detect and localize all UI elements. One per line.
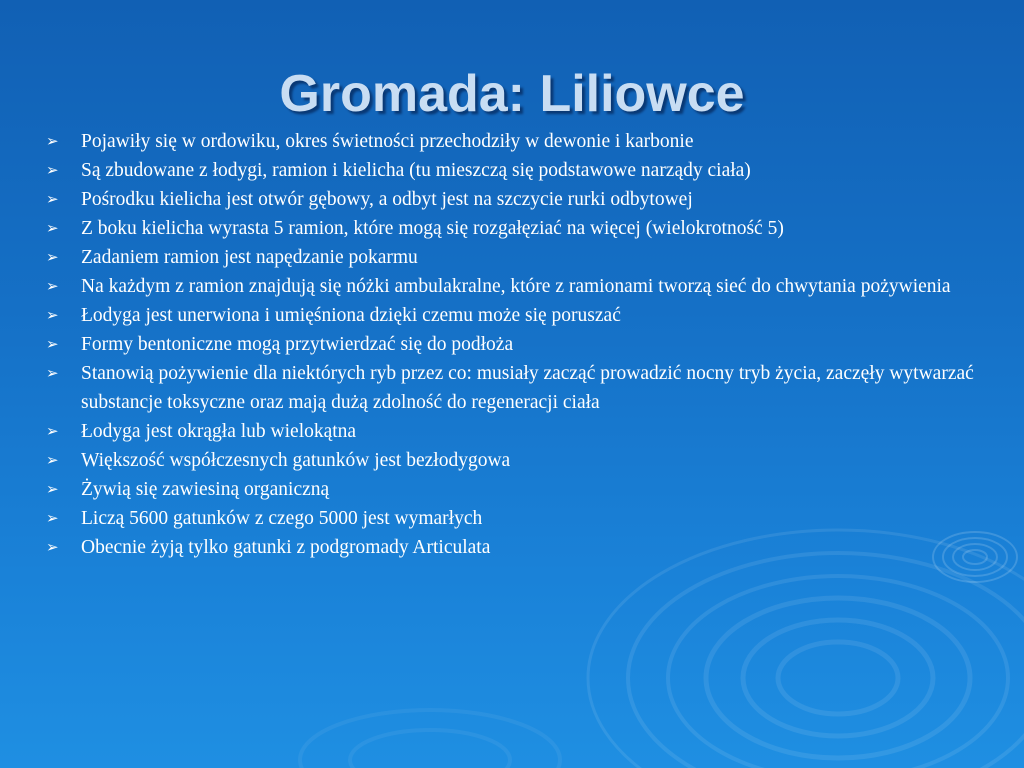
bullet-text: Zadaniem ramion jest napędzanie pokarmu <box>81 247 418 268</box>
list-item <box>46 127 986 156</box>
bullet-text: Na każdym z ramion znajdują się nóżki ambulakralne, które z ramionami tworzą sieć do chwytania pożywienia <box>81 276 951 297</box>
bullet-text: Obecnie żyją tylko gatunki z podgromady Articulata <box>81 537 491 558</box>
arrow-bullet-icon: ➢ <box>46 509 59 527</box>
bullet-text: Stanowią pożywienie dla niektórych ryb przez co: musiały zacząć prowadzić nocny tryb życia, zaczęły wytwarzać substancje toksyczne oraz mają dużą zdolność do regeneracji ciała <box>81 363 974 413</box>
list-item <box>46 504 986 533</box>
ripple-large <box>588 530 1024 768</box>
list-item <box>46 475 986 504</box>
list-item <box>46 243 986 272</box>
list-item <box>46 446 986 475</box>
list-item <box>46 185 986 214</box>
bullet-text: Łodyga jest unerwiona i umięśniona dzięki czemu może się poruszać <box>81 305 621 326</box>
bullet-list <box>46 127 986 562</box>
list-item <box>46 417 986 446</box>
arrow-bullet-icon: ➢ <box>46 364 59 382</box>
list-item <box>46 533 986 562</box>
bullet-text: Formy bentoniczne mogą przytwierdzać się do podłoża <box>81 334 514 355</box>
bullet-text: Z boku kielicha wyrasta 5 ramion, które mogą się rozgałęziać na więcej (wielokrotność 5) <box>81 218 784 239</box>
arrow-bullet-icon: ➢ <box>46 219 59 237</box>
arrow-bullet-icon: ➢ <box>46 538 59 556</box>
arrow-bullet-icon: ➢ <box>46 335 59 353</box>
arrow-bullet-icon: ➢ <box>46 422 59 440</box>
list-item <box>46 359 986 417</box>
bullet-text: Żywią się zawiesiną organiczną <box>81 479 330 500</box>
arrow-bullet-icon: ➢ <box>46 306 59 324</box>
ripple-faint <box>300 710 560 768</box>
arrow-bullet-icon: ➢ <box>46 451 59 469</box>
arrow-bullet-icon: ➢ <box>46 132 59 150</box>
bullet-text: Większość współczesnych gatunków jest bezłodygowa <box>81 450 511 471</box>
list-item <box>46 301 986 330</box>
arrow-bullet-icon: ➢ <box>46 190 59 208</box>
arrow-bullet-icon: ➢ <box>46 248 59 266</box>
list-item <box>46 156 986 185</box>
list-item <box>46 272 986 301</box>
bullet-text: Pośrodku kielicha jest otwór gębowy, a odbyt jest na szczycie rurki odbytowej <box>81 189 693 210</box>
arrow-bullet-icon: ➢ <box>46 277 59 295</box>
bullet-text: Są zbudowane z łodygi, ramion i kielicha (tu mieszczą się podstawowe narządy ciała) <box>81 160 751 181</box>
list-item <box>46 330 986 359</box>
arrow-bullet-icon: ➢ <box>46 480 59 498</box>
bullet-text: Liczą 5600 gatunków z czego 5000 jest wymarłych <box>81 508 483 529</box>
bullet-text: Łodyga jest okrągła lub wielokątna <box>81 421 357 442</box>
bullet-text: Pojawiły się w ordowiku, okres świetności przechodziły w dewonie i karbonie <box>81 131 694 152</box>
arrow-bullet-icon: ➢ <box>46 161 59 179</box>
list-item <box>46 214 986 243</box>
slide-title: Gromada: Liliowce <box>279 64 745 123</box>
